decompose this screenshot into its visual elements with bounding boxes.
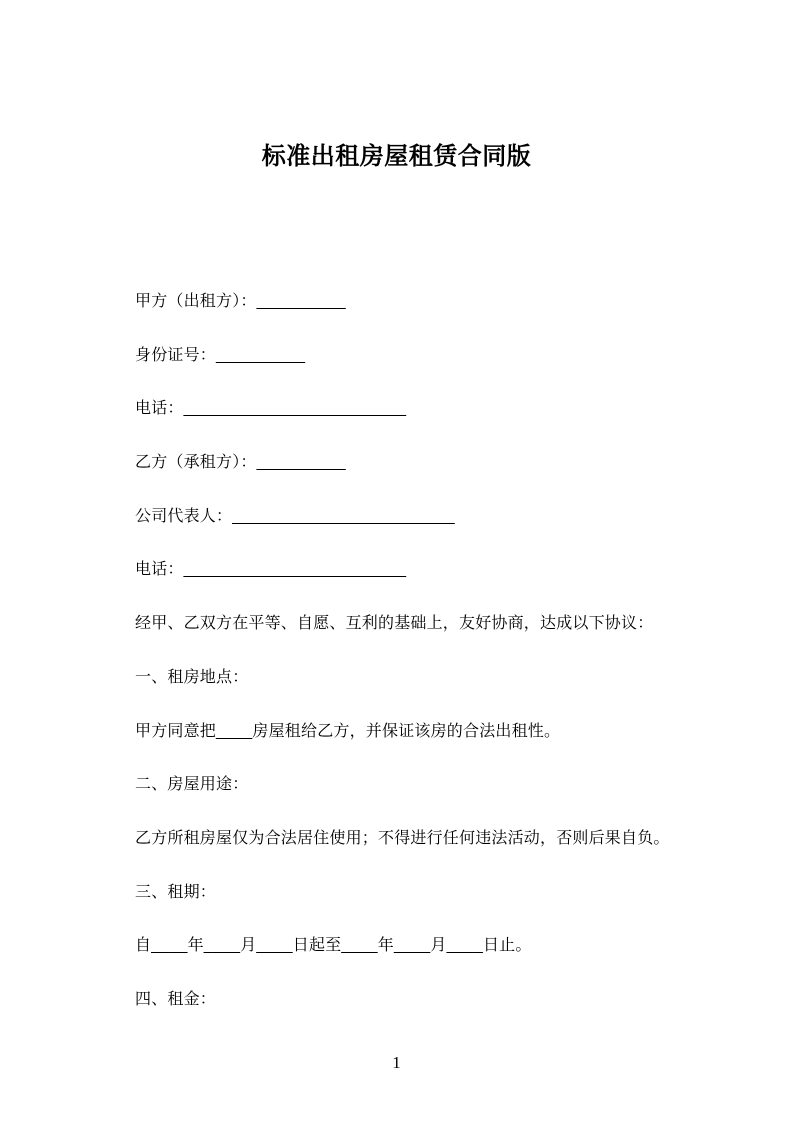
clause-1-heading: 一、租房地点： xyxy=(135,668,249,686)
field-phone-b-blank: _________________________ xyxy=(183,561,407,579)
field-party-a-label: 甲方（出租方）： xyxy=(135,293,257,310)
field-party-b-label: 乙方（承租方）： xyxy=(135,454,257,472)
clause-2-heading: 二、房屋用途： xyxy=(135,776,249,794)
field-id-number-blank: __________ xyxy=(216,346,305,364)
field-id-number xyxy=(135,347,725,365)
clause-2-body: 乙方所租房屋仅为合法居住使用；不得进行任何违法活动，否则后果自负。 xyxy=(135,829,670,847)
field-phone-a-blank: _________________________ xyxy=(183,400,407,418)
field-party-b xyxy=(135,454,725,472)
page-number: 1 xyxy=(392,1053,401,1072)
field-company-rep-label: 公司代表人： xyxy=(135,507,233,525)
field-id-number-label: 身份证号： xyxy=(135,346,217,364)
field-party-a xyxy=(135,293,725,311)
field-phone-a-label: 电话： xyxy=(135,400,184,418)
field-party-a-blank: __________ xyxy=(256,293,346,310)
field-phone-b-label: 电话： xyxy=(135,561,184,579)
field-phone-b xyxy=(135,561,725,579)
clause-3-body: 自____年____月____日起至____年____月____日止。 xyxy=(135,937,532,955)
intro-paragraph: 经甲、乙双方在平等、自愿、互利的基础上，友好协商，达成以下协议： xyxy=(135,615,654,633)
document-title: 标准出租房屋租赁合同版 xyxy=(261,143,532,170)
field-party-b-blank: __________ xyxy=(256,454,346,472)
field-company-rep-blank: _________________________ xyxy=(232,507,455,525)
field-phone-a xyxy=(135,400,725,418)
document-body xyxy=(135,293,725,1009)
clause-1-body: 甲方同意把____房屋租给乙方，并保证该房的合法出租性。 xyxy=(135,722,561,740)
clause-3-heading: 三、租期： xyxy=(135,883,217,901)
clause-4-heading: 四、租金： xyxy=(135,990,217,1008)
field-company-rep xyxy=(135,508,725,526)
